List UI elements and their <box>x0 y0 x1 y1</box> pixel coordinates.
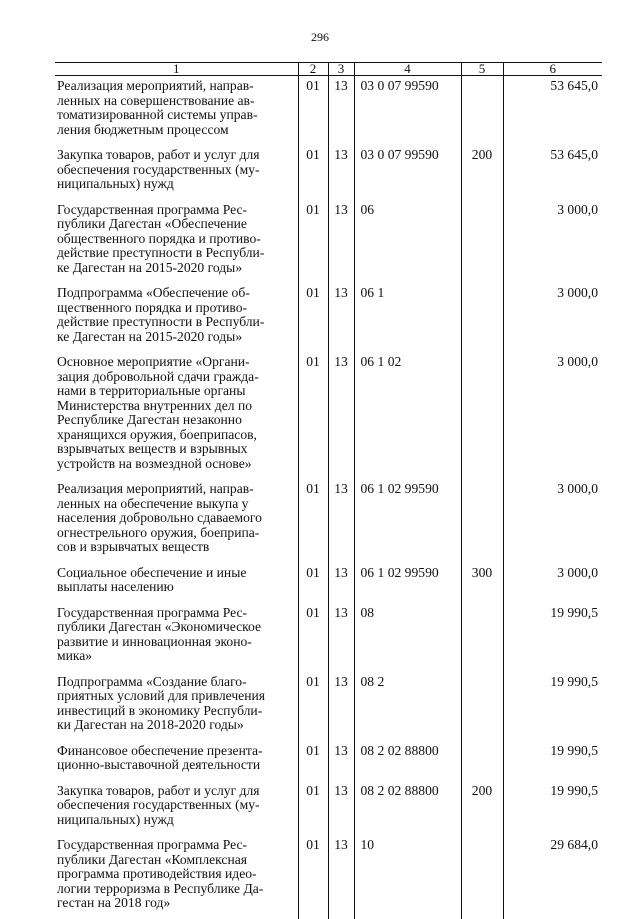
amount: 19 990,5 <box>503 741 602 781</box>
section-code: 01 <box>298 352 328 479</box>
table-row <box>55 672 602 741</box>
item-name-text: Закупка товаров, работ и услуг для обеспечения государственных (му- ниципальных) нужд <box>57 147 260 191</box>
item-name-text: Финансовое обеспечение презента- ционно-выставочной деятельности <box>57 742 263 772</box>
section-code: 01 <box>298 781 328 836</box>
item-name-text: Закупка товаров, работ и услуг для обеспечения государственных (му- ниципальных) нужд <box>57 782 260 827</box>
table-row <box>55 283 602 352</box>
item-name <box>55 352 298 479</box>
section-code: 01 <box>298 741 328 781</box>
item-name <box>55 603 298 672</box>
item-name <box>55 76 298 146</box>
expense-type-code <box>461 835 503 919</box>
item-name-text: Основное мероприятие «Органи- зация добровольной сдачи гражда- нами в территориальные органы Министерства внутренних дел по Республике Дагестан незаконно хранящихся оружия, боеприпасов, взрывчатых веществ и взрывных устройств на возмездной основе» <box>57 354 259 471</box>
target-article-code: 08 2 02 88800 <box>354 741 461 781</box>
expense-type-code <box>461 479 503 563</box>
header-row <box>55 63 602 76</box>
target-article-code: 08 2 <box>354 672 461 741</box>
table-row <box>55 200 602 284</box>
amount: 3 000,0 <box>503 563 602 603</box>
expense-type-code: 200 <box>461 145 503 200</box>
table-body <box>55 76 602 919</box>
expense-type-code <box>461 603 503 672</box>
target-article-code: 03 0 07 99590 <box>354 76 461 146</box>
amount: 3 000,0 <box>503 352 602 479</box>
item-name-text: Подпрограмма «Создание благо- приятных условий для привлечения инвестиций в экономику Республи- ки Дагестан на 2018-2020 годы» <box>57 673 266 732</box>
target-article-code: 06 1 02 99590 <box>354 479 461 563</box>
target-article-code: 03 0 07 99590 <box>354 145 461 200</box>
subsection-code: 13 <box>328 781 354 836</box>
subsection-code: 13 <box>328 672 354 741</box>
item-name-text: Государственная программа Рес- публики Дагестан «Обеспечение общественного порядка и противо- действие преступности в Республи- ке Дагестан на 2015-2020 годы» <box>57 201 265 275</box>
item-name-text: Государственная программа Рес- публики Дагестан «Экономическое развитие и инновационная эконо- мика» <box>57 604 262 663</box>
subsection-code: 13 <box>328 145 354 200</box>
item-name <box>55 479 298 563</box>
subsection-code: 13 <box>328 563 354 603</box>
amount: 3 000,0 <box>503 200 602 284</box>
section-code: 01 <box>298 479 328 563</box>
target-article-code: 08 <box>354 603 461 672</box>
expense-type-code <box>461 672 503 741</box>
expense-type-code <box>461 352 503 479</box>
header-col-5: 5 <box>461 63 503 76</box>
subsection-code: 13 <box>328 352 354 479</box>
amount: 29 684,0 <box>503 835 602 919</box>
item-name <box>55 672 298 741</box>
section-code: 01 <box>298 563 328 603</box>
expense-type-code <box>461 283 503 352</box>
section-code: 01 <box>298 200 328 284</box>
item-name-text: Социальное обеспечение и иные выплаты населению <box>57 564 247 594</box>
amount: 19 990,5 <box>503 781 602 836</box>
expense-type-code <box>461 76 503 146</box>
table-row <box>55 741 602 781</box>
header-col-3: 3 <box>328 63 354 76</box>
item-name <box>55 835 298 919</box>
header-col-2: 2 <box>298 63 328 76</box>
target-article-code: 06 <box>354 200 461 284</box>
subsection-code: 13 <box>328 603 354 672</box>
target-article-code: 08 2 02 88800 <box>354 781 461 836</box>
target-article-code: 06 1 02 <box>354 352 461 479</box>
target-article-code: 06 1 <box>354 283 461 352</box>
subsection-code: 13 <box>328 200 354 284</box>
section-code: 01 <box>298 145 328 200</box>
table-row <box>55 781 602 836</box>
header-col-4: 4 <box>354 63 461 76</box>
subsection-code: 13 <box>328 76 354 146</box>
amount: 53 645,0 <box>503 145 602 200</box>
amount: 19 990,5 <box>503 603 602 672</box>
item-name-text: Реализация мероприятий, направ- ленных на обеспечение выкупа у населения добровольно сдаваемого огнестрельного оружия, боеприпа- сов и взрывчатых веществ <box>57 481 262 554</box>
item-name-text: Государственная программа Рес- публики Дагестан «Комплексная программа противодействия идео- логии терроризма в Республике Да- гестан на 2018 год» <box>57 837 264 910</box>
item-name <box>55 145 298 200</box>
item-name <box>55 200 298 284</box>
expense-type-code: 200 <box>461 781 503 836</box>
table-row <box>55 603 602 672</box>
subsection-code: 13 <box>328 741 354 781</box>
item-name <box>55 741 298 781</box>
subsection-code: 13 <box>328 835 354 919</box>
section-code: 01 <box>298 835 328 919</box>
target-article-code: 06 1 02 99590 <box>354 563 461 603</box>
item-name <box>55 781 298 836</box>
expense-type-code <box>461 200 503 284</box>
section-code: 01 <box>298 672 328 741</box>
header-col-6: 6 <box>503 63 602 76</box>
expense-type-code: 300 <box>461 563 503 603</box>
section-code: 01 <box>298 603 328 672</box>
table-row <box>55 479 602 563</box>
section-code: 01 <box>298 76 328 146</box>
table-row <box>55 352 602 479</box>
header-col-1: 1 <box>55 63 298 76</box>
amount: 3 000,0 <box>503 283 602 352</box>
table-row <box>55 76 602 146</box>
expense-type-code <box>461 741 503 781</box>
page-number: 296 <box>311 30 329 44</box>
budget-table <box>55 62 602 919</box>
item-name-text: Подпрограмма «Обеспечение об- щественного порядка и противо- действие преступности в Республи- ке Дагестан на 2015-2020 годы» <box>57 285 265 344</box>
table-row <box>55 145 602 200</box>
item-name <box>55 563 298 603</box>
target-article-code: 10 <box>354 835 461 919</box>
amount: 19 990,5 <box>503 672 602 741</box>
amount: 53 645,0 <box>503 76 602 146</box>
amount: 3 000,0 <box>503 479 602 563</box>
section-code: 01 <box>298 283 328 352</box>
subsection-code: 13 <box>328 479 354 563</box>
item-name-text: Реализация мероприятий, направ- ленных на совершенствование ав- томатизированной системы управ- ления бюджетным процессом <box>57 78 258 137</box>
item-name <box>55 283 298 352</box>
table-row <box>55 563 602 603</box>
table-row <box>55 835 602 919</box>
subsection-code: 13 <box>328 283 354 352</box>
